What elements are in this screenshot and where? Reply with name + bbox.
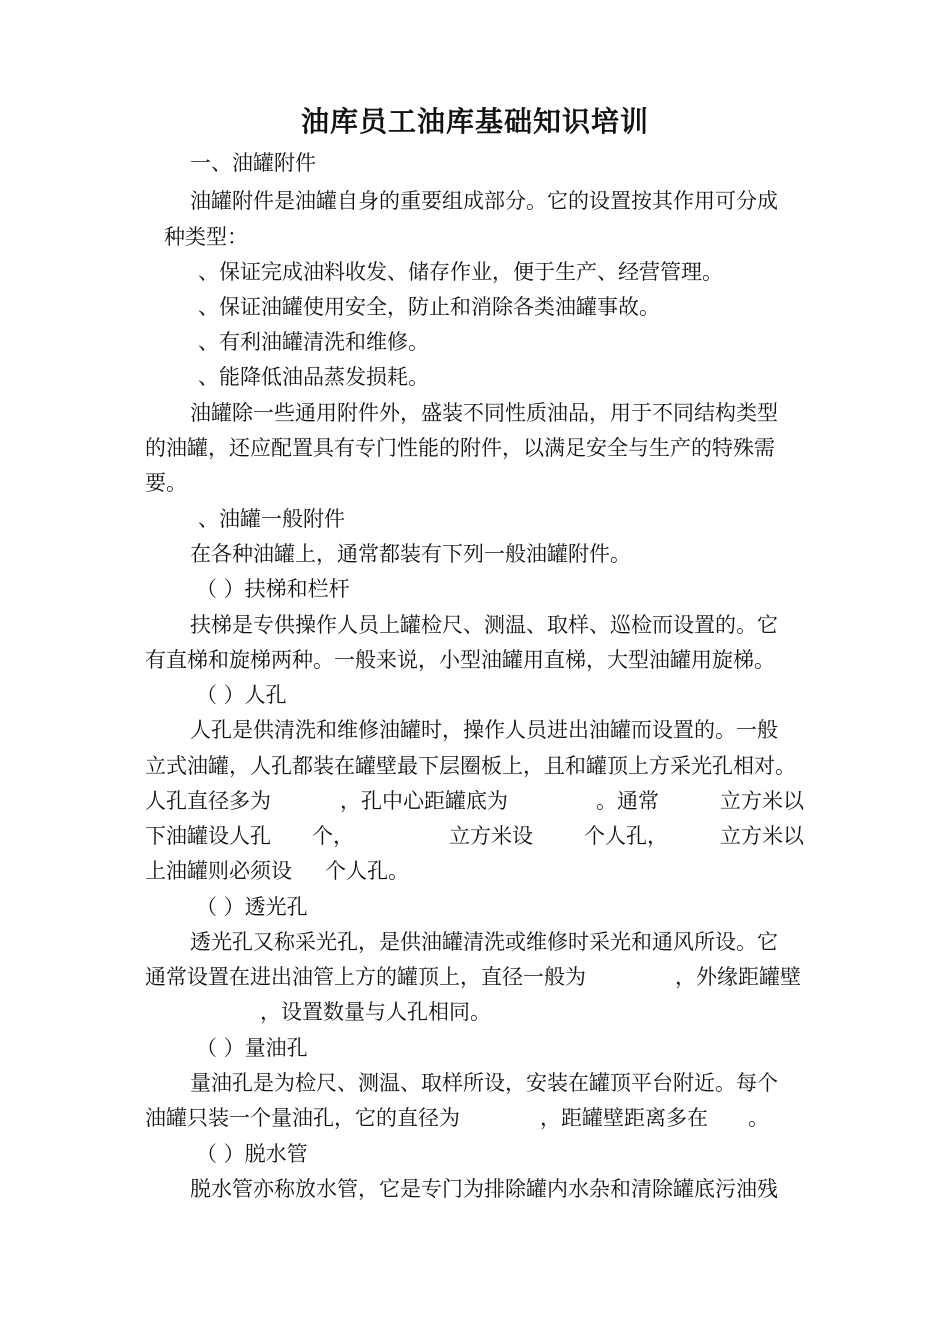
- text-run: ，孔中心距罐底为: [340, 789, 508, 813]
- paragraph-line: [0, 856, 950, 886]
- section-heading: 一、油罐附件: [190, 151, 316, 175]
- text-run: 个人孔。: [325, 859, 409, 883]
- text-run: 立方米以: [720, 824, 804, 848]
- text-run: 下油罐设人孔: [145, 824, 271, 848]
- text-run: ，距罐壁距离多在: [540, 1106, 708, 1130]
- paragraph-line: 的油罐，还应配置具有专门性能的附件，以满足安全与生产的特殊需: [145, 436, 775, 460]
- paragraph-line: 油罐附件是油罐自身的重要组成部分。它的设置按其作用可分成: [190, 189, 778, 213]
- section-heading: 、油罐一般附件: [198, 507, 345, 531]
- paragraph-line: 量油孔是为检尺、测温、取样所设，安装在罐顶平台附近。每个: [190, 1071, 778, 1095]
- text-run: ，设置数量与人孔相同。: [260, 1000, 491, 1024]
- paragraph-line: 人孔是供清洗和维修油罐时，操作人员进出油罐而设置的。一般: [190, 718, 778, 742]
- paragraph-line: 脱水管亦称放水管，它是专门为排除罐内水杂和清除罐底污油残: [190, 1177, 778, 1201]
- paragraph-line: [0, 962, 950, 992]
- text-run: 上油罐则必须设: [145, 859, 292, 883]
- paragraph-line: 种类型：: [164, 225, 248, 249]
- subsection-heading: （ ）人孔: [196, 683, 287, 707]
- page-title: 油库员工油库基础知识培训: [300, 105, 649, 138]
- text-run: ，外缘距罐壁: [675, 965, 801, 989]
- subsection-heading: （ ）扶梯和栏杆: [196, 577, 350, 601]
- paragraph-line: 要。: [145, 471, 187, 495]
- paragraph-line: 扶梯是专供操作人员上罐检尺、测温、取样、巡检而设置的。它: [190, 613, 778, 637]
- list-item: 、有利油罐清洗和维修。: [198, 330, 429, 354]
- list-item: 、保证油罐使用安全，防止和消除各类油罐事故。: [198, 295, 660, 319]
- text-run: 人孔直径多为: [145, 789, 271, 813]
- text-run: 个人孔，: [584, 824, 668, 848]
- list-item: 、保证完成油料收发、储存作业，便于生产、经营管理。: [198, 260, 723, 284]
- text-run: 个，: [312, 824, 354, 848]
- paragraph-line: [0, 997, 950, 1027]
- subsection-heading: （ ）量油孔: [196, 1036, 308, 1060]
- subsection-heading: （ ）透光孔: [196, 895, 308, 919]
- paragraph-line: 在各种油罐上，通常都装有下列一般油罐附件。: [190, 542, 631, 566]
- paragraph-line: 透光孔又称采光孔，是供油罐清洗或维修时采光和通风所设。它: [190, 930, 778, 954]
- paragraph-line: 油罐除一些通用附件外，盛装不同性质油品，用于不同结构类型: [190, 401, 778, 425]
- paragraph-line: [0, 821, 950, 851]
- text-run: 油罐只装一个量油孔，它的直径为: [145, 1106, 460, 1130]
- paragraph-line: [0, 786, 950, 816]
- text-run: 立方米以: [720, 789, 804, 813]
- text-run: 立方米设: [449, 824, 533, 848]
- text-run: 。: [748, 1106, 769, 1130]
- text-run: 。通常: [596, 789, 659, 813]
- text-run: 通常设置在进出油管上方的罐顶上，直径一般为: [145, 965, 586, 989]
- list-item: 、能降低油品蒸发损耗。: [198, 365, 429, 389]
- paragraph-line: 有直梯和旋梯两种。一般来说，小型油罐用直梯，大型油罐用旋梯。: [145, 648, 775, 672]
- paragraph-line: 立式油罐，人孔都装在罐壁最下层圈板上，且和罐顶上方采光孔相对。: [145, 754, 796, 778]
- subsection-heading: （ ）脱水管: [196, 1142, 308, 1166]
- paragraph-line: [0, 1103, 950, 1133]
